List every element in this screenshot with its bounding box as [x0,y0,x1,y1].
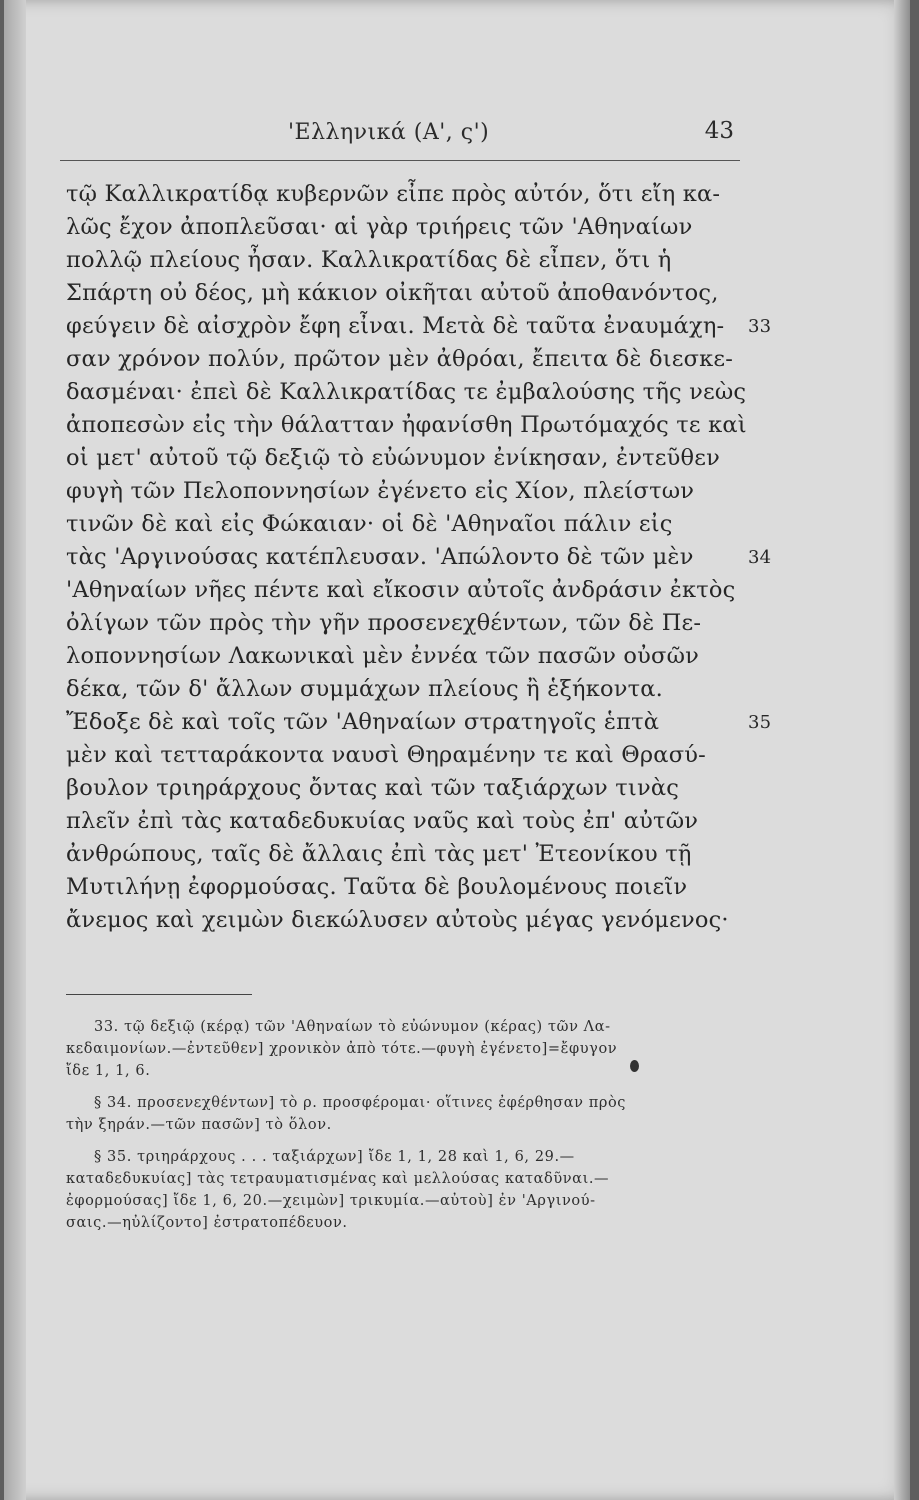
footnote-gap [66,1136,746,1146]
text-line-content: ὀλίγων τῶν πρὸς τὴν γῆν προσενεχθέντων, τῶν δὲ Πε- [66,610,702,636]
footnotes [66,1016,746,1234]
text-line [66,277,746,310]
text-line [66,244,746,277]
book-page [4,0,910,1500]
footnote-line: 33. τῷ δεξιῷ (κέρᾳ) τῶν 'Αθηναίων τὸ εὐώνυμον (κέρας) τῶν Λα- [94,1019,611,1035]
text-line-content: τῷ Καλλικρατίδᾳ κυβερνῶν εἶπε πρὸς αὐτόν, ὅτι εἴη κα- [66,181,721,207]
text-line [66,178,746,211]
text-line [66,211,746,244]
text-line-content: ἀνθρώπους, ταῖς δὲ ἄλλαις ἐπὶ τὰς μετ' Ἐτεονίκου τῇ [66,841,692,867]
text-line [66,772,746,805]
footnote-line: ἴδε 1, 1, 6. [66,1063,151,1079]
text-line [66,343,746,376]
footnote-line: καταδεδυκυίας] τὰς τετραυματισμένας καὶ μελλούσας καταδῦναι.— [66,1171,610,1187]
footnote-gap [66,1082,746,1092]
text-line-content: Ἔδοξε δὲ καὶ τοῖς τῶν 'Αθηναίων στρατηγοῖς ἑπτὰ [66,709,660,735]
text-line [66,574,746,607]
text-line [66,607,746,640]
text-line-content: μὲν καὶ τετταράκοντα ναυσὶ Θηραμένην τε καὶ Θρασύ- [66,742,706,768]
text-line [66,673,746,706]
text-line-content: λῶς ἔχον ἀποπλεῦσαι· αἱ γὰρ τριήρεις τῶν 'Αθηναίων [66,214,693,240]
page-edge-shadow [894,0,910,1500]
text-line-content: πολλῷ πλείους ἦσαν. Καλλικρατίδας δὲ εἶπεν, ὅτι ἡ [66,247,672,273]
text-line [66,376,746,409]
page-gutter-shadow [4,0,26,1500]
text-line-content: φυγὴ τῶν Πελοποννησίων ἐγένετο εἰς Χίον, πλείστων [66,478,695,504]
text-line-content: δέκα, τῶν δ' ἄλλων συμμάχων πλείους ἢ ἑξήκοντα. [66,676,664,702]
text-line [66,706,772,739]
footnote-line: § 35. τριηράρχους . . . ταξιάρχων] ἴδε 1, 1, 28 καὶ 1, 6, 29.— [94,1149,575,1165]
footnote-line: σαις.—ηὐλίζοντο] ἐστρατοπέδευον. [66,1215,348,1231]
text-line [66,475,746,508]
footnote-line: ἐφορμούσας] ἴδε 1, 6, 20.—χειμὼν] τρικυμία.—αὐτοὺ] ἐν 'Αργινού- [66,1193,596,1209]
text-line [66,904,746,937]
text-line-content: 'Αθηναίων νῆες πέντε καὶ εἴκοσιν αὐτοῖς ἀνδράσιν ἐκτὸς [66,577,736,603]
text-line-content: ἀποπεσὼν εἰς τὴν θάλατταν ἠφανίσθη Πρωτόμαχός τε καὶ [66,412,747,438]
text-line [66,640,746,673]
text-line-content: σαν χρόνον πολύν, πρῶτον μὲν ἀθρόαι, ἔπειτα δὲ διεσκε- [66,346,734,372]
text-line [66,541,772,574]
running-header [60,116,740,161]
text-line-content: λοποννησίων Λακωνικαὶ μὲν ἐννέα τῶν πασῶν οὐσῶν [66,643,700,669]
text-line [66,739,746,772]
section-number: 33 [748,316,772,337]
text-line-content: δασμέναι· ἐπεὶ δὲ Καλλικρατίδας τε ἐμβαλούσης τῆς νεὼς [66,379,747,405]
text-line-content: Σπάρτη οὐ δέος, μὴ κάκιον οἰκῆται αὐτοῦ ἀποθανόντος, [66,280,719,306]
text-line-content: τινῶν δὲ καὶ εἰς Φώκαιαν· οἱ δὲ 'Αθηναῖοι πάλιν εἰς [66,511,673,537]
text-line-content: πλεῖν ἐπὶ τὰς καταδεδυκυίας ναῦς καὶ τοὺς ἐπ' αὐτῶν [66,808,699,834]
footnote-line: § 34. προσενεχθέντων] τὸ ρ. προσφέρομαι· οἵτινες ἐφέρθησαν πρὸς [94,1095,627,1111]
text-line-content: βουλον τριηράρχους ὄντας καὶ τῶν ταξιάρχων τινὰς [66,775,680,801]
text-line [66,508,746,541]
text-line-content: φεύγειν δὲ αἰσχρὸν ἔφη εἶναι. Μετὰ δὲ ταῦτα ἐναυμάχη- [66,313,725,339]
text-line-content: τὰς 'Αργινούσας κατέπλευσαν. 'Απώλοντο δὲ τῶν μὲν [66,544,694,570]
main-text [66,178,772,937]
running-title: 'Ελληνικά (A', ς') [288,120,490,145]
text-line [66,805,746,838]
section-number: 35 [748,712,772,733]
section-number: 34 [748,547,772,568]
text-line [66,409,746,442]
footnote-line: τὴν ξηράν.—τῶν πασῶν] τὸ ὅλον. [66,1117,332,1133]
text-line-content: ἄνεμος καὶ χειμὼν διεκώλυσεν αὐτοὺς μέγας γενόμενος· [66,907,729,933]
text-line [66,310,772,343]
text-line [66,871,746,904]
text-line [66,838,746,871]
text-line [66,442,746,475]
footnote-separator [66,994,252,995]
text-line-content: οἱ μετ' αὐτοῦ τῷ δεξιῷ τὸ εὐώνυμον ἐνίκησαν, ἐντεῦθεν [66,445,720,471]
ink-blot [630,1060,639,1072]
footnote-line: κεδαιμονίων.—ἐντεῦθεν] χρονικὸν ἀπὸ τότε.—φυγὴ ἐγένετο]=ἔφυγον [66,1041,618,1057]
text-line-content: Μυτιλήνῃ ἐφορμούσας. Ταῦτα δὲ βουλομένους ποιεῖν [66,874,688,900]
page-number: 43 [704,118,734,144]
